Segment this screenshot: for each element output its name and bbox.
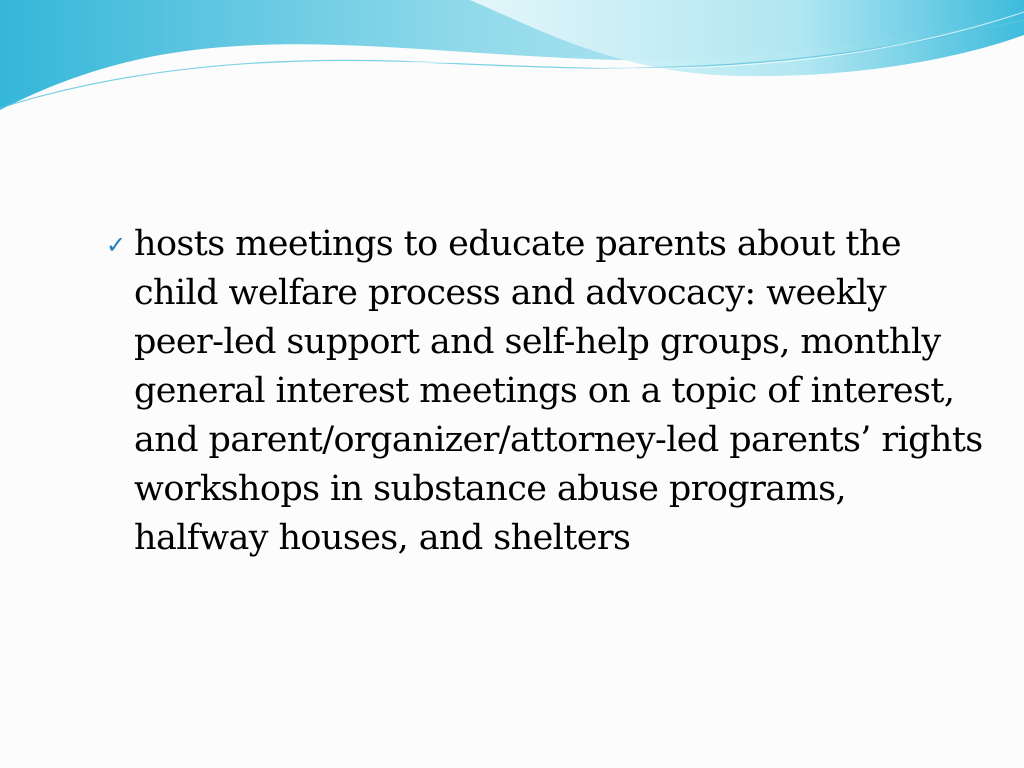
slide-body [106, 220, 986, 563]
wave-header-decoration [0, 0, 1024, 130]
checkmark-icon: ✓ [106, 231, 127, 259]
bullet-text: hosts meetings to educate parents about the child welfare process and advocacy: weekly peer-led support and self-help groups, monthly general interest meetings on a topic of interest, and parent/organizer/attorney-led parents’ rights workshops in substance abuse programs, halfway houses, and shelters [134, 224, 983, 558]
bullet-item [106, 220, 986, 563]
